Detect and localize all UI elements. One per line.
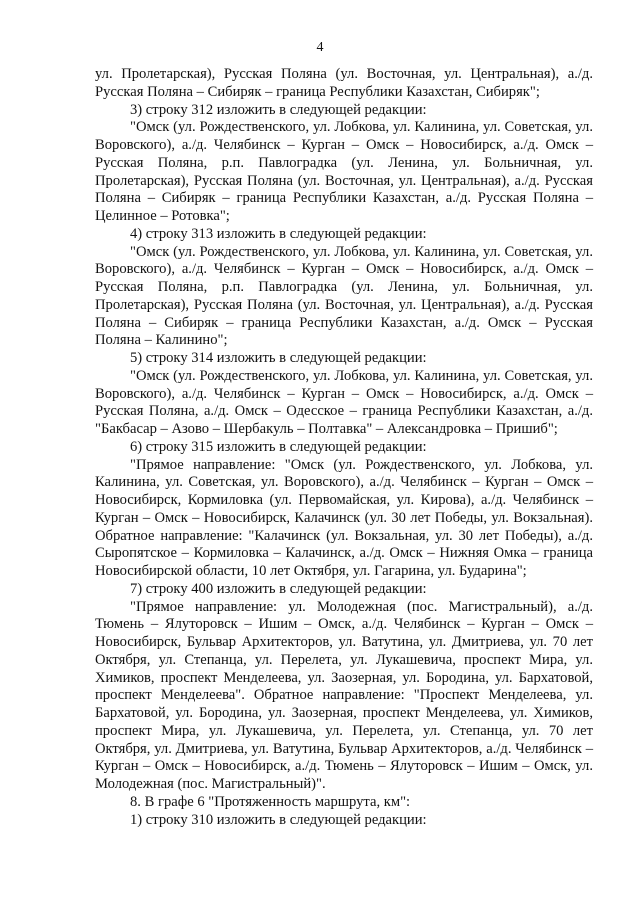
paragraph-item-5-heading: 5) строку 314 изложить в следующей редакции:	[130, 350, 427, 366]
paragraph-item-3-text: "Омск (ул. Рождественского, ул. Лобкова, ул. Калинина, ул. Советская, ул. Воровского), а./д. Челябинск – Курган – Омск – Новосибирск, а./д. Омск – Русская Поляна, р.п. Павлоградка (ул. Ленина, ул. Больничная, ул. Пролетарская), Русская Поляна (ул. Восточная, ул. Центральная), а./д. Русская Поляна – Сибиряк – граница Республики Казахстан, а./д. Русская Поляна – Целинное – Ротовка";	[95, 119, 593, 224]
document-body	[95, 66, 593, 829]
paragraph-item-5-text: "Омск (ул. Рождественского, ул. Лобкова, ул. Калинина, ул. Советская, ул. Воровского), а./д. Челябинск – Курган – Омск – Новосибирск, а./д. Омск – Русская Поляна, а./д. Омск – Одесское – граница Республики Казахстан, а./д. "Бакбасар – Азово – Шербакуль – Полтавка" – Александровка – Пришиб";	[95, 367, 593, 437]
paragraph-section-8-item-1: 1) строку 310 изложить в следующей редакции:	[130, 811, 427, 828]
paragraph-item-3-heading: 3) строку 312 изложить в следующей редакции:	[130, 101, 427, 118]
paragraph-item-7-text: "Прямое направление: ул. Молодежная (пос. Магистральный), а./д. Тюмень – Ялуторовск – Ишим – Омск, а./д. Челябинск – Курган – Омск – Новосибирск, Бульвар Архитекторов, ул. Ватутина, ул. Дмитриева, ул. 70 лет Октября, ул. Степанца, ул. Перелета, ул. Лукашевича, проспект Мира, ул. Химиков, проспект Менделеева, ул. Заозерная, ул. Бородина, ул. Бархатовой, проспект Менделеева". Обратное направление: "Проспект Менделеева, ул. Бархатовой, ул. Бородина, ул. Заозерная, проспект Менделеева, ул. Химиков, проспект Мира, ул. Лукашевича, ул. Перелета, ул. Степанца, ул. 70 лет Октября, ул. Дмитриева, ул. Ватутина, Бульвар Архитекторов, а./д. Челябинск – Курган – Омск – Новосибирск, а./д. Тюмень – Ялуторовск – Ишим – Омск, ул. Молодежная (пос. Магистральный)".	[95, 598, 593, 792]
paragraph-item-7-heading: 7) строку 400 изложить в следующей редакции:	[130, 580, 427, 597]
paragraph-item-4-text: "Омск (ул. Рождественского, ул. Лобкова, ул. Калинина, ул. Советская, ул. Воровского), а./д. Челябинск – Курган – Омск – Новосибирск, а./д. Омск – Русская Поляна, р.п. Павлоградка (ул. Ленина, ул. Больничная, ул. Пролетарская), Русская Поляна (ул. Восточная, ул. Центральная), а./д. Русская Поляна – Сибиряк – граница Республики Казахстан, а./д. Омск – Русская Поляна – Калинино";	[95, 243, 593, 349]
paragraph-continuation: ул. Пролетарская), Русская Поляна (ул. Восточная, ул. Центральная), а./д. Русская Поляна – Сибиряк – граница Республики Казахстан, Сибиряк";	[95, 66, 593, 100]
paragraph-item-4-heading: 4) строку 313 изложить в следующей редакции:	[130, 225, 427, 242]
page-number: 4	[316, 40, 324, 55]
paragraph-item-6-heading: 6) строку 315 изложить в следующей редакции:	[130, 438, 427, 455]
paragraph-item-6-text: "Прямое направление: "Омск (ул. Рождественского, ул. Лобкова, ул. Калинина, ул. Советская, ул. Воровского), а./д. Челябинск – Курган – Омск – Новосибирск, Кормиловка (ул. Первомайская, ул. Кирова), а./д. Челябинск – Курган – Омск – Новосибирск, Калачинск (ул. 30 лет Победы, ул. Вокзальная). Обратное направление: "Калачинск (ул. Вокзальная, ул. 30 лет Победы), а./д. Сыропятское – Кормиловка – Калачинск, а./д. Омск – Нижняя Омка – граница Новосибирской области, 10 лет Октября, ул. Гагарина, ул. Бударина";	[95, 456, 593, 579]
paragraph-section-8-heading: 8. В графе 6 "Протяженность маршрута, км":	[130, 793, 411, 810]
